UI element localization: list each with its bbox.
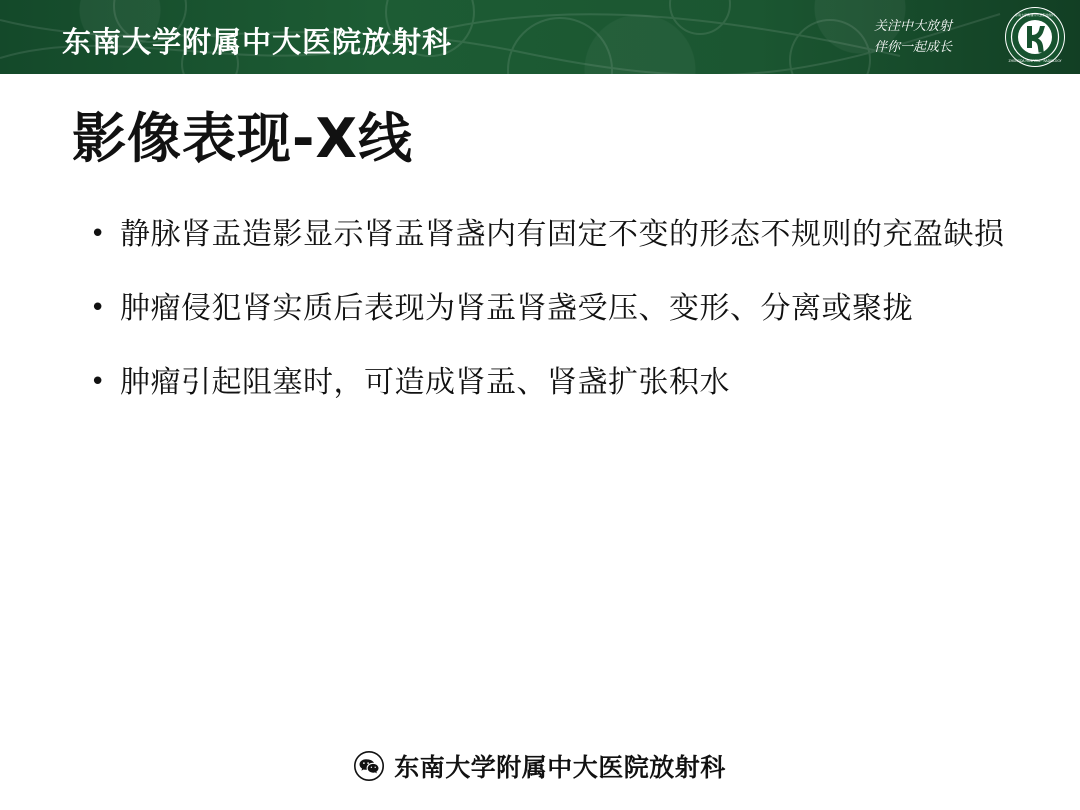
svg-text:东南大学附属中大医院放射科: 东南大学附属中大医院放射科 [1014,13,1056,17]
slide-header-bar [0,0,1080,74]
header-slogan-line-1: 关注中大放射 [873,19,952,34]
svg-text:ZHONGDA HOSPITAL · RADIOLOGY: ZHONGDA HOSPITAL · RADIOLOGY [1008,59,1062,63]
footer-text: 东南大学附属中大医院放射科 [394,753,726,782]
header-slogan [874,16,952,58]
wechat-icon [354,751,384,781]
header-slogan-line-2: 伴你一起成长 [873,40,952,55]
list-item: • 肿瘤侵犯肾实质后表现为肾盂肾盏受压、变形、分离或聚拢 [88,286,1018,332]
list-item: • 肿瘤引起阻塞时，可造成肾盂、肾盏扩张积水 [88,360,1018,406]
bullet-list [88,212,1018,434]
header-title: 东南大学附属中大医院放射科 [62,25,453,59]
list-item: • 静脉肾盂造影显示肾盂肾盏内有固定不变的形态不规则的充盈缺损 [88,212,1018,258]
slide-footer [0,748,1080,784]
page-title: 影像表现-X线 [72,107,414,170]
hospital-emblem-icon [1004,6,1066,68]
